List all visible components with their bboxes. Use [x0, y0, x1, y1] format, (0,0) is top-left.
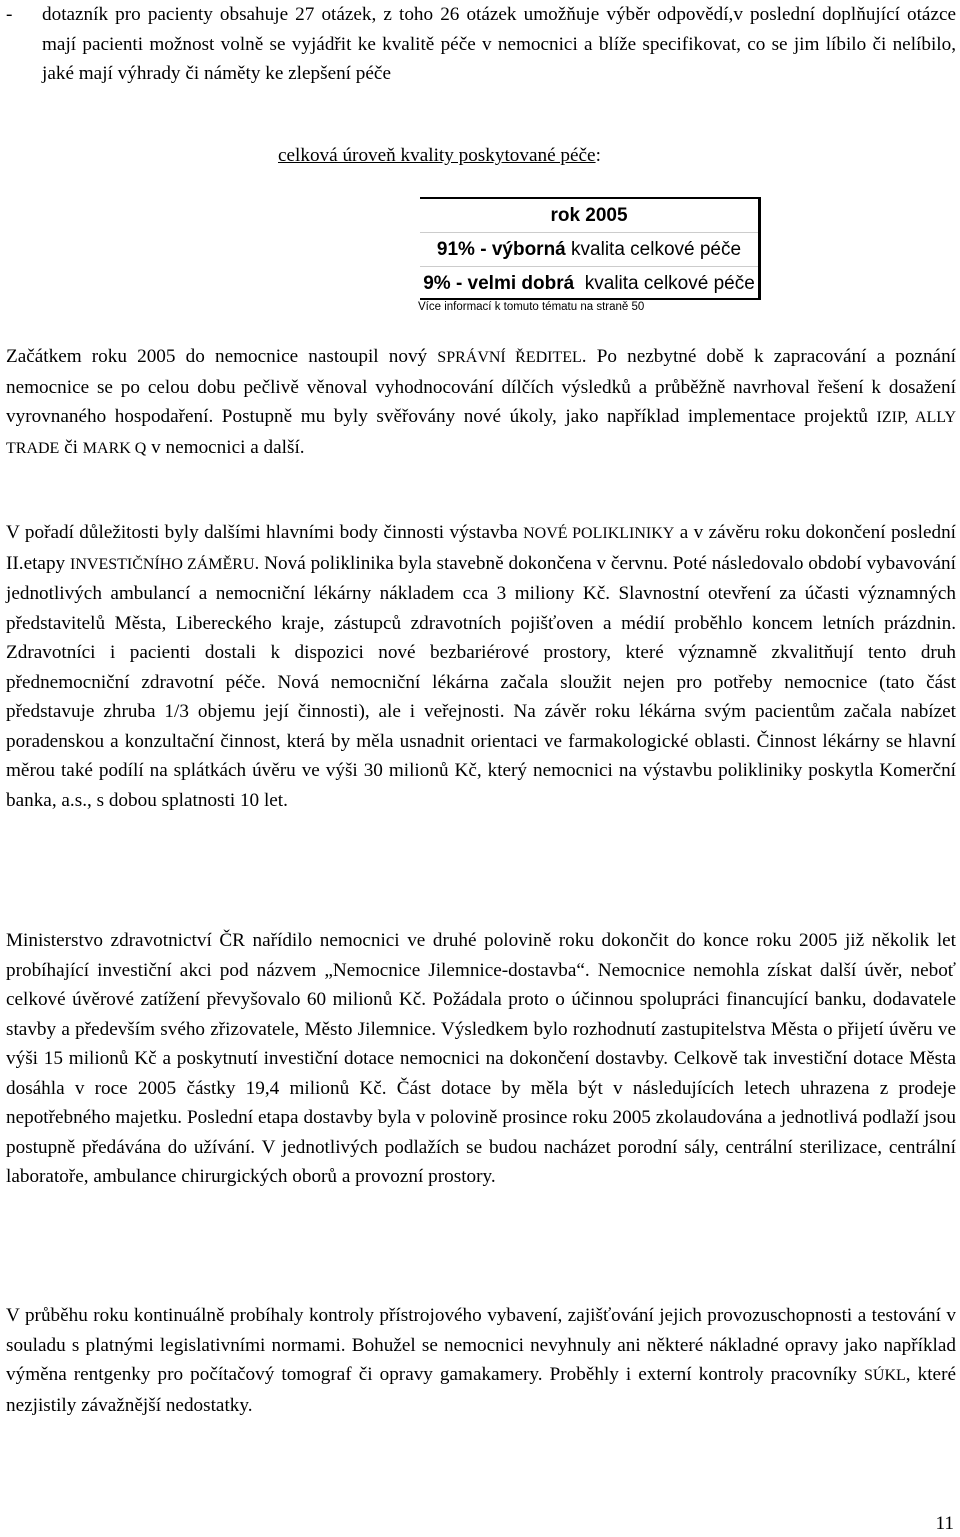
more-info-note: Více informací k tomuto tématu na straně 50	[418, 301, 645, 313]
excellent-label: kvalita celkové péče	[565, 239, 742, 260]
new-director-term: SPRÁVNÍ ŘEDITEL	[437, 349, 582, 366]
paragraph-director	[6, 342, 956, 463]
bullet-text: dotazník pro pacienty obsahuje 27 otázek, z toho 26 otázek umožňuje výběr odpovědí,v poslední doplňující otázce mají pacienti možnost volně se vyjádřit ke kvalitě péče v nemocnici a blíže specifikovat, co se jim líbilo či nelíbilo, jaké mají výhrady či náměty ke zlepšení péče	[42, 4, 956, 84]
para1-text-g: v nemocnici a další.	[146, 436, 305, 458]
para4-text-a: V průběhu roku kontinuálně probíhaly kontroly přístrojového vybavení, zajišťování jejich provozuschopnosti a testování v souladu s platnými legislativními normami. Bohužel se nemocnici nevyhnuly ani některé nákladné opravy jako například výměna rentgenky pro počítačový tomograf či opravy gamakamery. Proběhly i externí kontroly pracovníky	[6, 1305, 956, 1385]
very-good-percent: 9% - velmi dobrá	[423, 273, 575, 294]
excellent-percent: 91% - výborná	[436, 239, 566, 260]
para4-text-c: , které nezjistily závažnější nedostatky.	[6, 1364, 956, 1416]
paragraph-ministry: Ministerstvo zdravotnictví ČR nařídilo nemocnici ve druhé polovině roku dokončit do konce roku 2005 již několik let probíhající investiční akci pod názvem „Nemocnice Jilemnice-dostavba“. Nemocnice nemohla získat další úvěr, neboť celkové úvěrové zatížení převyšovalo 60 milionů Kč. Požádala proto o účinnou spolupráci financující banku, dodavatele stavby a především svého zřizovatele, Město Jilemnice. Výsledkem bylo rozhodnutí zastupitelstva Města o přijetí úvěru ve výši 15 milionů Kč a poskytnutí investiční dotace nemocnici na dokončení dostavby. Celkově tak investiční dotace Města dosáhla v roce 2005 částky 19,4 milionů Kč. Část dotace by měla být v následujících letech uhrazena z prodeje nepotřebného majetku. Poslední etapa dostavby byla v polovině prosince roku 2005 zkolaudována a jednotlivá podlaží jsou postupně předávána do užívání. V jednotlivých podlažích se budou nacházet porodní sály, centrální sterilizace, centrální laboratoře, ambulance chirurgických oborů a provozní prostory.	[6, 930, 956, 1187]
para1-text-e: či	[59, 436, 83, 458]
results-year: rok 2005	[550, 205, 628, 226]
para1-text-c: . Po nezbytné době k zapracování a poznání nemocnice se po celou dobu pečlivě věnoval vyhodnocování dílčích výsledků a průběžně navrhoval řešení k dosažení vyrovnaného hospodaření. Postupně mu byly svěřovány nové úkoly, jako například implementace projektů	[6, 346, 956, 427]
subheading-colon: :	[595, 145, 601, 166]
results-box	[420, 197, 761, 300]
very-good-label: kvalita celkové péče	[574, 273, 755, 294]
new-polyclinic-term: NOVÉ POLIKLINIKY	[523, 525, 675, 542]
bullet-item	[6, 0, 956, 89]
investment-plan-term: INVESTIČNÍHO ZÁMĚRU	[70, 555, 255, 573]
sukl-term: SÚKL	[864, 1367, 906, 1384]
results-line-very-good	[420, 266, 758, 300]
page-number: 11	[935, 1513, 954, 1534]
bullet-dash: -	[6, 4, 13, 25]
para1-text-a: Začátkem roku 2005 do nemocnice nastoupil nový	[6, 346, 438, 367]
project-names: IZIP, ALLY TRADE	[6, 409, 957, 457]
para2-text-e: . Nová poliklinika byla stavebně dokončena v červnu. Poté následovalo období vybavování jednotlivých ambulancí a nemocniční lékárny nákladem cca 3 miliony Kč. Slavnostní otevření za účasti významných představitelů Města, Libereckého kraje, zástupců zdravotních pojišťoven a médií proběhlo koncem letních prázdnin. Zdravotníci i pacienti dostali k dispozici nové bezbariérové prostory, které významně zkvalitňují tento druh přednemocniční zdravotní péče. Nová nemocniční lékárna začala sloužit nejen pro potřeby nemocnice (tato část představuje zhruba 1/3 objemu její činnosti), ale i veřejnosti. Na závěr roku lékárna svým pacientům začala nabízet poradenskou a konzultační činnost, která by měla usnadnit orientaci ve farmakologické oblasti. Činnost lékárny se hlavní měrou také podílí na splátkách úvěru ve výši 30 milionů Kč, který nemocnici na výstavbu polikliniky poskytla Komerční banka, a.s., s dobou splatnosti 10 let.	[6, 552, 956, 811]
para2-text-a: V pořadí důležitosti byly dalšími hlavními body činnosti výstavba	[6, 522, 524, 543]
subheading-text: celková úroveň kvality poskytované péče	[278, 145, 596, 166]
section-subheading	[278, 143, 601, 169]
results-line-excellent	[420, 232, 758, 266]
paragraph-polyclinic	[6, 518, 956, 815]
paragraph-inspections	[6, 1301, 956, 1420]
mark-q-term: MARK Q	[82, 439, 147, 457]
para2-text-c: a v závěru roku dokončení poslední II.etapy	[6, 522, 957, 574]
